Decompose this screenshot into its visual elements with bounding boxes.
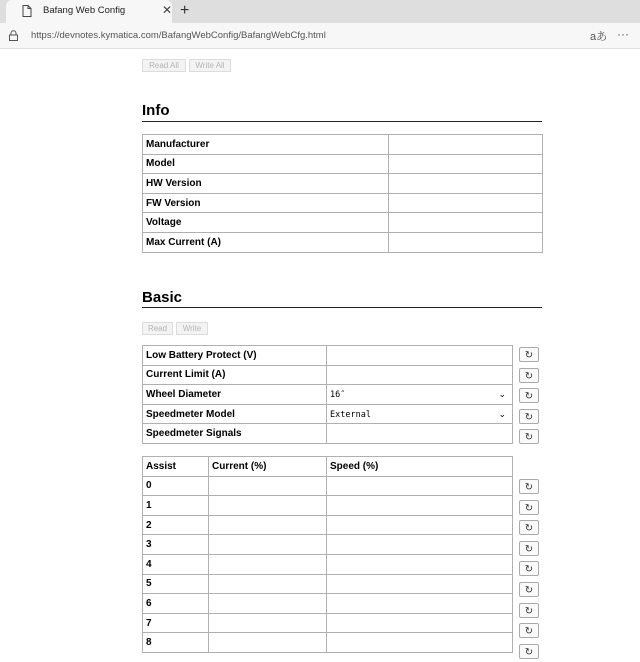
assist-speed-input[interactable] — [327, 613, 513, 633]
info-row — [143, 213, 543, 233]
info-label: Max Current (A) — [143, 232, 389, 252]
refresh-icon[interactable]: ↻ — [519, 368, 539, 383]
info-label: Model — [143, 154, 389, 174]
assist-level: 0 — [143, 476, 209, 496]
refresh-icon[interactable]: ↻ — [519, 541, 539, 556]
basic-param-select[interactable] — [327, 385, 513, 405]
refresh-icon[interactable]: ↻ — [519, 623, 539, 638]
info-divider — [142, 121, 542, 122]
basic-param-label: Current Limit (A) — [143, 365, 327, 385]
assist-current-input[interactable] — [209, 594, 327, 614]
assist-speed-input[interactable] — [327, 554, 513, 574]
refresh-icon[interactable]: ↻ — [519, 520, 539, 535]
assist-row — [143, 574, 513, 594]
info-label: Voltage — [143, 213, 389, 233]
basic-param-value: External — [330, 409, 371, 420]
info-label: Manufacturer — [143, 135, 389, 155]
basic-param-row — [143, 424, 513, 444]
refresh-icon[interactable]: ↻ — [519, 409, 539, 424]
assist-level: 7 — [143, 613, 209, 633]
info-value — [389, 174, 543, 194]
lock-icon — [9, 30, 18, 41]
basic-param-input[interactable] — [327, 424, 513, 444]
info-label: HW Version — [143, 174, 389, 194]
info-table — [142, 134, 543, 253]
assist-header-row — [143, 457, 513, 477]
assist-current-input[interactable] — [209, 574, 327, 594]
basic-param-input[interactable] — [327, 346, 513, 366]
info-value — [389, 154, 543, 174]
assist-current-input[interactable] — [209, 476, 327, 496]
basic-write-button[interactable]: Write — [176, 322, 208, 335]
chevron-down-icon: ⌄ — [498, 408, 506, 419]
basic-param-value: 16″ — [330, 389, 346, 400]
info-row — [143, 135, 543, 155]
tab-bar — [0, 0, 640, 23]
assist-row — [143, 554, 513, 574]
basic-read-button[interactable]: Read — [142, 322, 173, 335]
basic-param-label: Wheel Diameter — [143, 385, 327, 405]
assist-speed-input[interactable] — [327, 476, 513, 496]
assist-level: 1 — [143, 496, 209, 516]
refresh-icon[interactable]: ↻ — [519, 388, 539, 403]
assist-row — [143, 476, 513, 496]
refresh-icon[interactable]: ↻ — [519, 479, 539, 494]
info-value — [389, 193, 543, 213]
assist-level: 8 — [143, 633, 209, 653]
assist-speed-input[interactable] — [327, 535, 513, 555]
info-label: FW Version — [143, 193, 389, 213]
basic-heading: Basic — [142, 289, 183, 306]
assist-level: 5 — [143, 574, 209, 594]
assist-level: 4 — [143, 554, 209, 574]
basic-param-input[interactable] — [327, 365, 513, 385]
assist-column-header: Speed (%) — [327, 457, 513, 477]
assist-level: 2 — [143, 515, 209, 535]
write-all-button[interactable]: Write All — [189, 59, 231, 72]
basic-param-row — [143, 404, 513, 424]
refresh-icon[interactable]: ↻ — [519, 582, 539, 597]
info-row — [143, 232, 543, 252]
assist-speed-input[interactable] — [327, 633, 513, 653]
basic-param-label: Low Battery Protect (V) — [143, 346, 327, 366]
basic-param-label: Speedmeter Model — [143, 404, 327, 424]
assist-column-header: Current (%) — [209, 457, 327, 477]
address-bar — [0, 23, 640, 49]
info-value — [389, 135, 543, 155]
info-row — [143, 193, 543, 213]
refresh-icon[interactable]: ↻ — [519, 603, 539, 618]
basic-param-row — [143, 365, 513, 385]
assist-row — [143, 535, 513, 555]
info-heading: Info — [142, 102, 170, 119]
assist-row — [143, 515, 513, 535]
browser-tab[interactable] — [6, 0, 172, 23]
chevron-down-icon: ⌄ — [498, 388, 506, 399]
assist-current-input[interactable] — [209, 515, 327, 535]
refresh-icon[interactable]: ↻ — [519, 644, 539, 659]
refresh-icon[interactable]: ↻ — [519, 561, 539, 576]
more-icon[interactable]: ··· — [617, 27, 629, 41]
assist-speed-input[interactable] — [327, 515, 513, 535]
assist-column-header: Assist — [143, 457, 209, 477]
assist-speed-input[interactable] — [327, 594, 513, 614]
assist-row — [143, 633, 513, 653]
info-value — [389, 213, 543, 233]
info-row — [143, 174, 543, 194]
basic-param-label: Speedmeter Signals — [143, 424, 327, 444]
url-field[interactable]: https://devnotes.kymatica.com/BafangWebConfig/BafangWebCfg.html — [31, 30, 326, 41]
assist-level: 6 — [143, 594, 209, 614]
new-tab-button[interactable]: + — [180, 2, 190, 19]
assist-row — [143, 613, 513, 633]
page-icon — [22, 5, 32, 17]
refresh-icon[interactable]: ↻ — [519, 347, 539, 362]
basic-param-row — [143, 346, 513, 366]
assist-current-input[interactable] — [209, 496, 327, 516]
tab-title: Bafang Web Config — [43, 5, 126, 16]
read-all-button[interactable]: Read All — [142, 59, 186, 72]
assist-current-input[interactable] — [209, 613, 327, 633]
read-aloud-icon[interactable]: aあ — [590, 31, 608, 43]
info-row — [143, 154, 543, 174]
assist-row — [143, 496, 513, 516]
refresh-icon[interactable]: ↻ — [519, 500, 539, 515]
assist-current-input[interactable] — [209, 554, 327, 574]
info-value — [389, 232, 543, 252]
assist-row — [143, 594, 513, 614]
assist-current-input[interactable] — [209, 633, 327, 653]
basic-divider — [142, 307, 542, 308]
refresh-icon[interactable]: ↻ — [519, 429, 539, 444]
close-tab-icon[interactable]: ✕ — [162, 3, 173, 17]
assist-table — [142, 456, 513, 653]
basic-param-row — [143, 385, 513, 405]
basic-params-table — [142, 345, 513, 444]
assist-level: 3 — [143, 535, 209, 555]
basic-param-select[interactable] — [327, 404, 513, 424]
assist-current-input[interactable] — [209, 535, 327, 555]
assist-speed-input[interactable] — [327, 574, 513, 594]
assist-speed-input[interactable] — [327, 496, 513, 516]
